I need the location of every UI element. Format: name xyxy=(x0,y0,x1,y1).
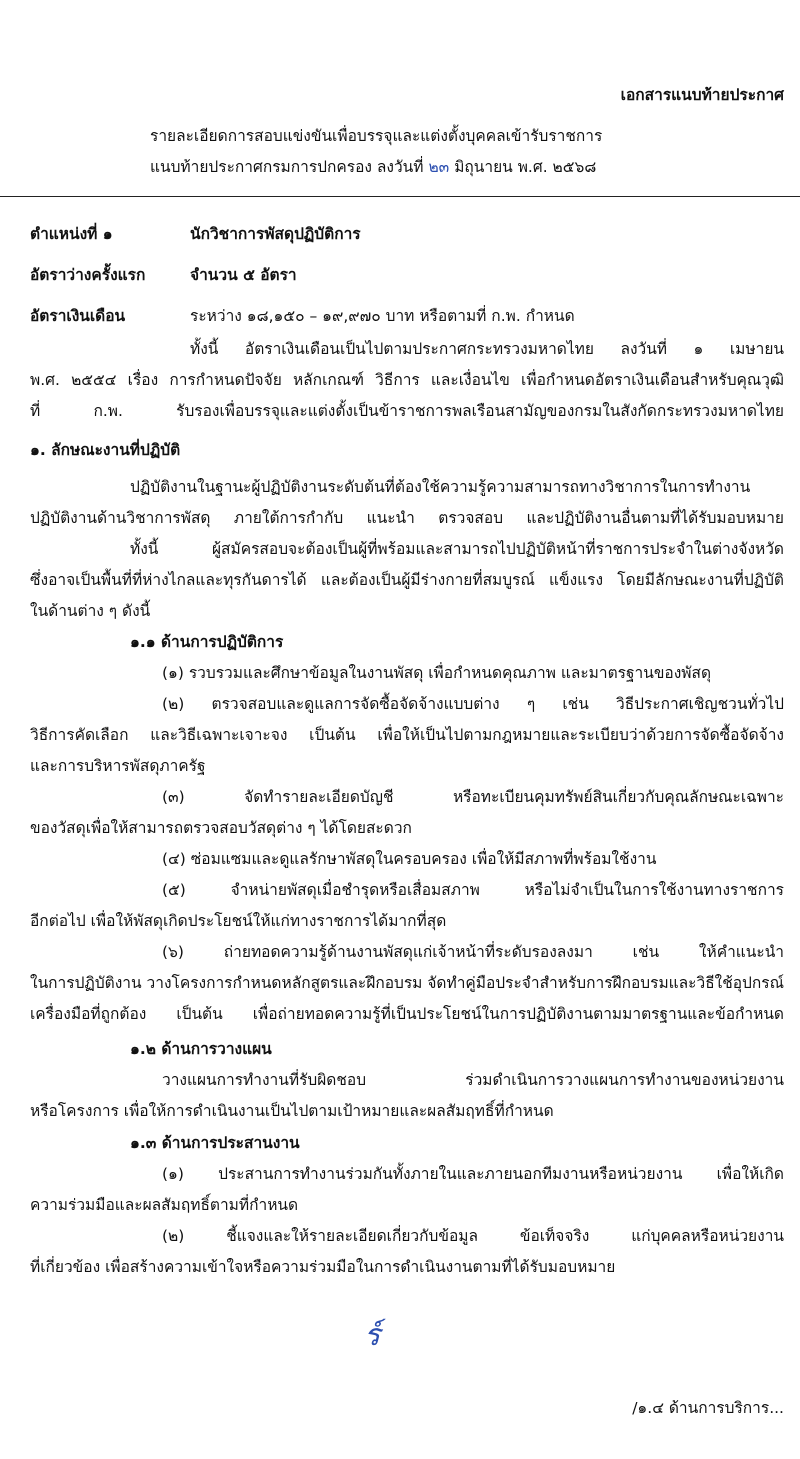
section-paragraph-line: ทั้งนี้ ผู้สมัครสอบจะต้องเป็นผู้ที่พร้อมและสามารถไปปฏิบัติหน้าที่ราชการประจำในต่างจังหวัด xyxy=(130,540,784,558)
section-heading: ๑. ลักษณะงานที่ปฏิบัติ xyxy=(30,441,181,459)
list-item: (๑) ประสานการทำงานร่วมกันทั้งภายในและภายนอกทีมงานหรือหน่วยงาน เพื่อให้เกิด xyxy=(162,1165,784,1183)
list-item: (๔) ซ่อมแซมและดูแลรักษาพัสดุในครอบครอง เพื่อให้มีสภาพที่พร้อมใช้งาน xyxy=(162,850,657,868)
attachment-label: เอกสารแนบท้ายประกาศ xyxy=(620,86,784,104)
section-paragraph-line: ซึ่งอาจเป็นพื้นที่ที่ห่างไกลและทุรกันดารได้ และต้องเป็นผู้มีร่างกายที่สมบูรณ์ แข็งแรง โดยมีลักษณะงานที่ปฏิบัติ xyxy=(30,571,784,589)
vacancy-label: อัตราว่างครั้งแรก xyxy=(30,266,146,284)
subsection-heading: ๑.๓ ด้านการประสานงาน xyxy=(130,1134,300,1152)
header-divider xyxy=(0,196,800,197)
salary-note-line: พ.ศ. ๒๕๕๔ เรื่อง การกำหนดปัจจัย หลักเกณฑ์ วิธีการ และเงื่อนไข เพื่อกำหนดอัตราเงินเดือนสำหรับคุณวุฒิ xyxy=(30,371,784,389)
list-item: (๓) จัดทำรายละเอียดบัญชี หรือทะเบียนคุมทรัพย์สินเกี่ยวกับคุณลักษณะเฉพาะ xyxy=(162,788,784,806)
section-paragraph-line: ในด้านต่าง ๆ ดังนี้ xyxy=(30,602,151,620)
subsection-heading: ๑.๒ ด้านการวางแผน xyxy=(130,1040,272,1058)
subtitle-pre: แนบท้ายประกาศกรมการปกครอง ลงวันที่ xyxy=(150,158,424,176)
list-item: ที่เกี่ยวข้อง เพื่อสร้างความเข้าใจหรือความร่วมมือในการดำเนินงานตามที่ได้รับมอบหมาย xyxy=(30,1258,616,1276)
subsection-heading: ๑.๑ ด้านการปฏิบัติการ xyxy=(130,633,284,651)
list-item: (๒) ชี้แจงและให้รายละเอียดเกี่ยวกับข้อมูล ข้อเท็จจริง แก่บุคคลหรือหน่วยงาน xyxy=(162,1227,784,1245)
list-item: (๒) ตรวจสอบและดูแลการจัดซื้อจัดจ้างแบบต่าง ๆ เช่น วิธีประกาศเชิญชวนทั่วไป xyxy=(162,695,784,713)
vacancy-value: จำนวน ๕ อัตรา xyxy=(190,266,297,284)
list-item: ในการปฏิบัติงาน วางโครงการกำหนดหลักสูตรและฝึกอบรม จัดทำคู่มือประจำสำหรับการฝึกอบรมและวิธีใช้อุปกรณ์ xyxy=(30,974,784,992)
list-item: ของวัสดุเพื่อให้สามารถตรวจสอบวัสดุต่าง ๆ ได้โดยสะดวก xyxy=(30,819,412,837)
salary-note-line: ที่ ก.พ. รับรองเพื่อบรรจุและแต่งตั้งเป็นข้าราชการพลเรือนสามัญของกรมในสังกัดกระทรวงมหาดไทย xyxy=(30,402,784,420)
section-paragraph-line: ปฏิบัติงานในฐานะผู้ปฏิบัติงานระดับต้นที่ต้องใช้ความรู้ความสามารถทางวิชาการในการทำงาน xyxy=(130,478,751,496)
salary-value: ระหว่าง ๑๘,๑๕๐ – ๑๙,๙๗๐ บาท หรือตามที่ ก.พ. กำหนด xyxy=(190,307,575,325)
document-subtitle xyxy=(150,154,596,179)
list-item: (๕) จำหน่ายพัสดุเมื่อชำรุดหรือเสื่อมสภาพ หรือไม่จำเป็นในการใช้งานทางราชการ xyxy=(162,881,784,899)
list-item: (๑) รวบรวมและศึกษาข้อมูลในงานพัสดุ เพื่อกำหนดคุณภาพ และมาตรฐานของพัสดุ xyxy=(162,664,712,682)
salary-label: อัตราเงินเดือน xyxy=(30,307,126,325)
salary-note-line: ทั้งนี้ อัตราเงินเดือนเป็นไปตามประกาศกระทรวงมหาดไทย ลงวันที่ ๑ เมษายน xyxy=(190,340,784,358)
list-item: อีกต่อไป เพื่อให้พัสดุเกิดประโยชน์ให้แก่ทางราชการได้มากที่สุด xyxy=(30,912,447,930)
list-item: ความร่วมมือและผลสัมฤทธิ์ตามที่กำหนด xyxy=(30,1196,299,1214)
document-title: รายละเอียดการสอบแข่งขันเพื่อบรรจุและแต่งตั้งบุคคลเข้ารับราชการ xyxy=(150,127,603,145)
list-item: หรือโครงการ เพื่อให้การดำเนินงานเป็นไปตามเป้าหมายและผลสัมฤทธิ์ที่กำหนด xyxy=(30,1102,554,1120)
list-item: และการบริหารพัสดุภาครัฐ xyxy=(30,757,206,775)
position-value: นักวิชาการพัสดุปฏิบัติการ xyxy=(190,225,361,243)
list-item: (๖) ถ่ายทอดความรู้ด้านงานพัสดุแก่เจ้าหน้าที่ระดับรองลงมา เช่น ให้คำแนะนำ xyxy=(162,943,784,961)
position-label: ตำแหน่งที่ ๑ xyxy=(30,225,113,243)
continued-note: /๑.๔ ด้านการบริการ... xyxy=(632,1399,784,1417)
signature-initials: ร์ xyxy=(364,1318,381,1353)
subtitle-post: มิถุนายน พ.ศ. ๒๕๖๘ xyxy=(454,158,597,176)
subtitle-day: ๒๓ xyxy=(428,158,450,176)
section-paragraph-line: ปฏิบัติงานด้านวิชาการพัสดุ ภายใต้การกำกับ แนะนำ ตรวจสอบ และปฏิบัติงานอื่นตามที่ได้รับมอบหมาย xyxy=(30,509,784,527)
list-item: วิธีการคัดเลือก และวิธีเฉพาะเจาะจง เป็นต้น เพื่อให้เป็นไปตามกฎหมายและระเบียบว่าด้วยการจัดซื้อจัดจ้าง xyxy=(30,726,784,744)
list-item: วางแผนการทำงานที่รับผิดชอบ ร่วมดำเนินการวางแผนการทำงานของหน่วยงาน xyxy=(162,1071,784,1089)
list-item: เครื่องมือที่ถูกต้อง เป็นต้น เพื่อถ่ายทอดความรู้ที่เป็นประโยชน์ในการปฏิบัติงานตามมาตรฐานและข้อกำหนด xyxy=(30,1005,784,1023)
